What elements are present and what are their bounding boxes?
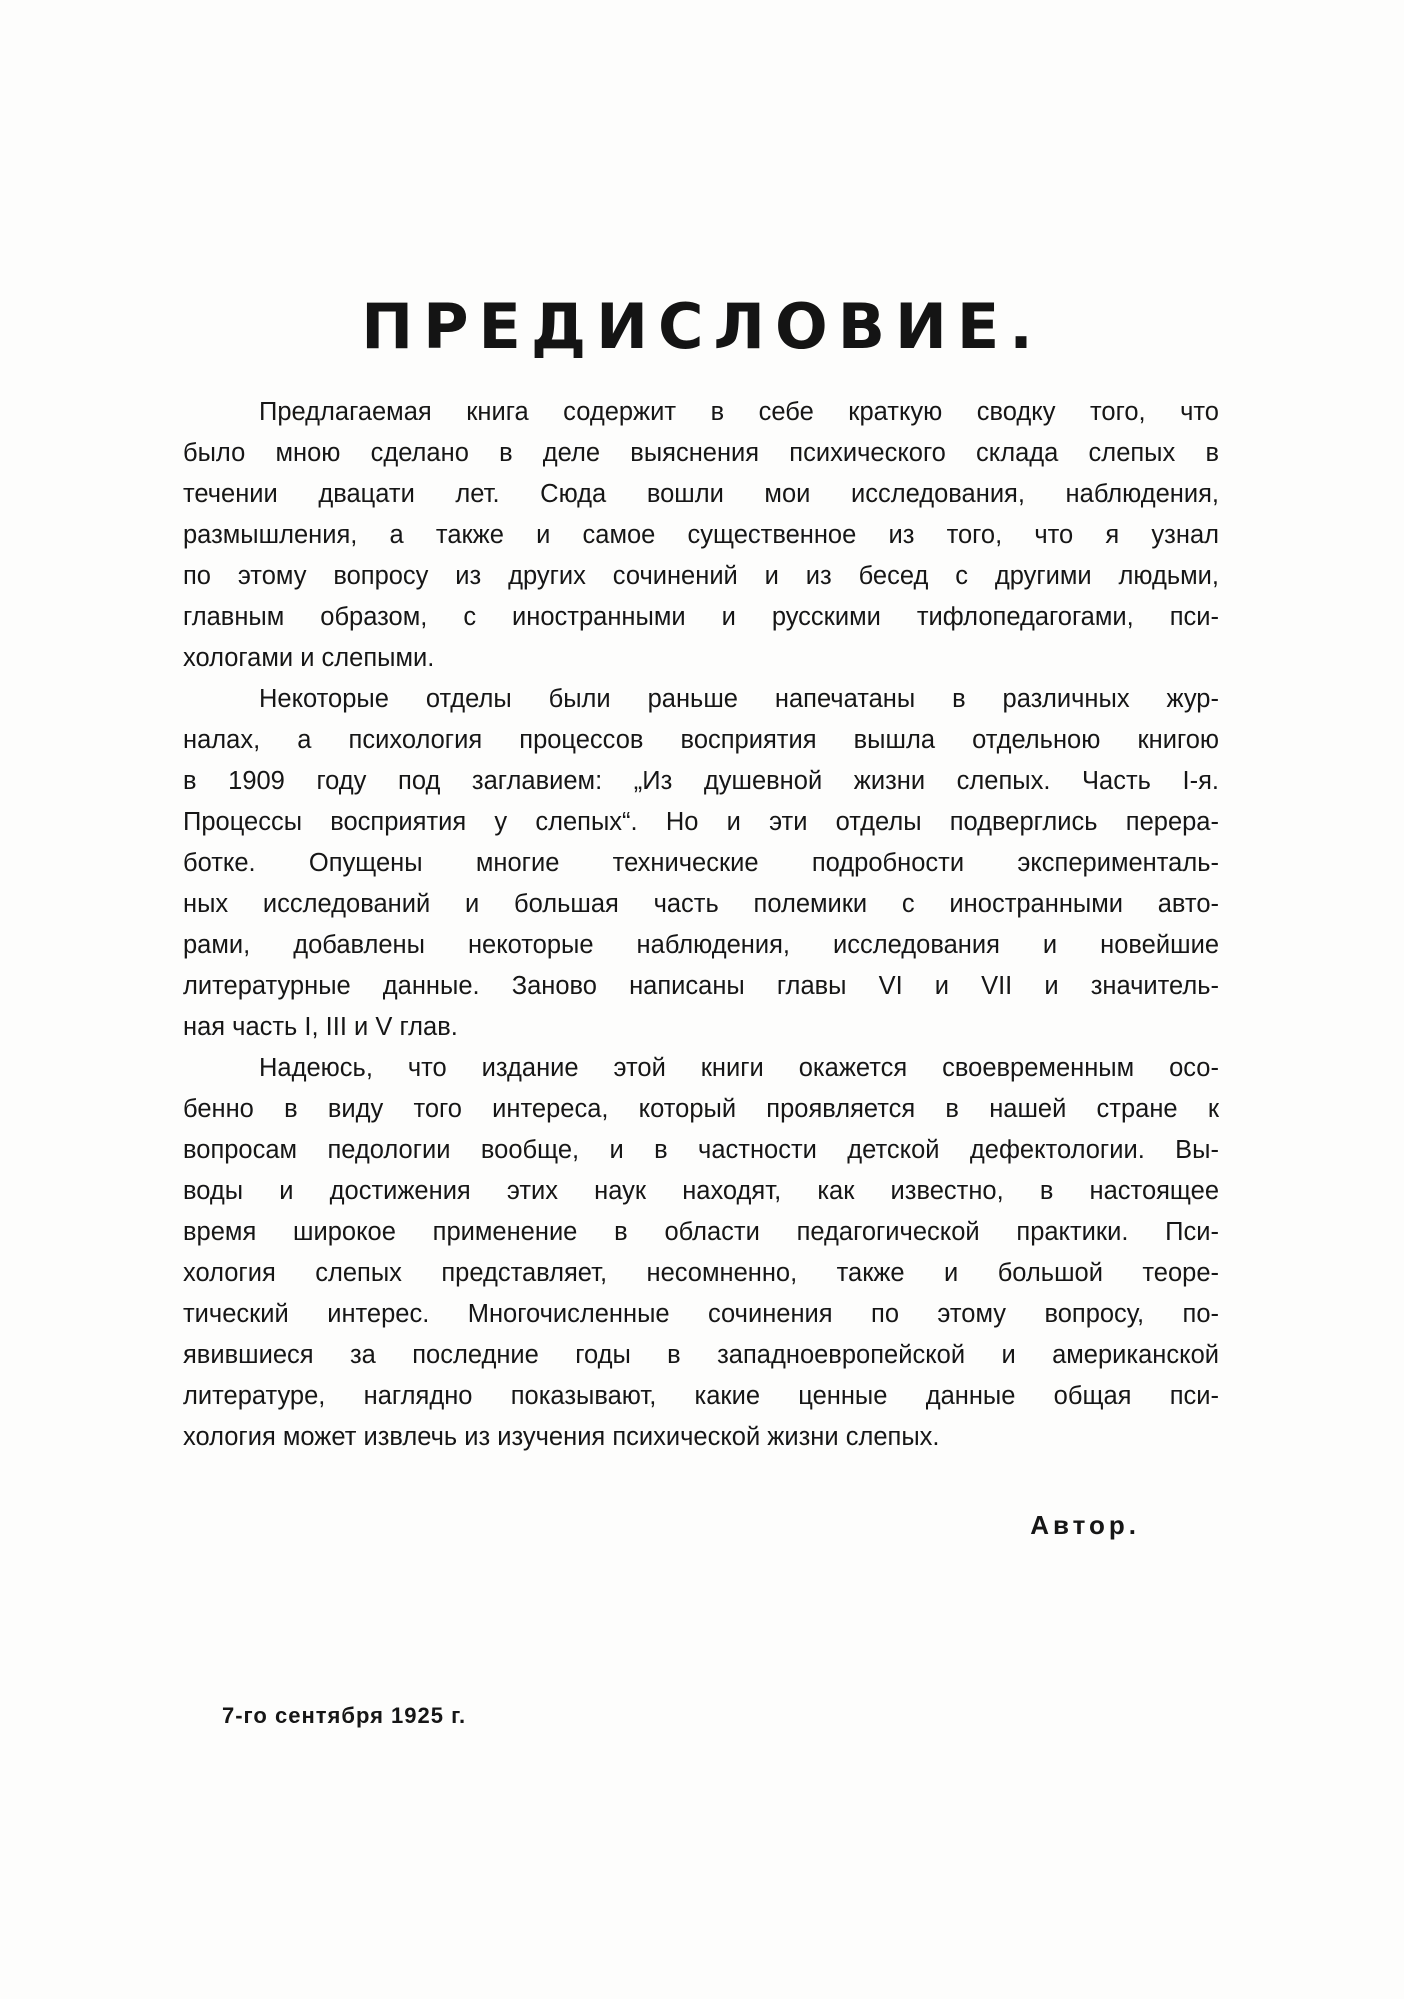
text-line: литературные данные. Заново написаны главы VI и VII и значитель- <box>183 972 1219 1000</box>
text-line: Надеюсь, что издание этой книги окажется своевременным осо- <box>259 1054 1219 1082</box>
text-line: хология может извлечь из изучения психической жизни слепых. <box>183 1423 940 1451</box>
text-line: Некоторые отделы были раньше напечатаны в различных жур- <box>259 685 1219 713</box>
text-line: время широкое применение в области педагогической практики. Пси- <box>183 1218 1219 1246</box>
page-title: ПРЕДИСЛОВИЕ. <box>361 290 1043 363</box>
text-line: тический интерес. Многочисленные сочинения по этому вопросу, по- <box>183 1300 1219 1328</box>
text-line: ная часть I, III и V глав. <box>183 1013 458 1041</box>
text-line: размышления, а также и самое существенное из того, что я узнал <box>183 521 1219 549</box>
text-line: литературе, наглядно показывают, какие ценные данные общая пси- <box>183 1382 1219 1410</box>
text-line: по этому вопросу из других сочинений и из бесед с другими людьми, <box>183 562 1219 590</box>
text-line: ных исследований и большая часть полемики с иностранными авто- <box>183 890 1219 918</box>
text-line: Процессы восприятия у слепых“. Но и эти отделы подверглись перера- <box>183 808 1219 836</box>
text-line: вопросам педологии вообще, и в частности детской дефектологии. Вы- <box>183 1136 1219 1164</box>
text-line: бенно в виду того интереса, который проявляется в нашей стране к <box>183 1095 1219 1123</box>
text-line: налах, а психология процессов восприятия вышла отдельною книгою <box>183 726 1219 754</box>
text-line: явившиеся за последние годы в западноевропейской и американской <box>183 1341 1219 1369</box>
text-line: рами, добавлены некоторые наблюдения, исследования и новейшие <box>183 931 1219 959</box>
text-line: главным образом, с иностранными и русскими тифлопедагогами, пси- <box>183 603 1219 631</box>
text-line: хология слепых представляет, несомненно, также и большой теоре- <box>183 1259 1219 1287</box>
author-signature: Автор. <box>1030 1510 1140 1540</box>
paragraph-3 <box>183 1048 1219 1458</box>
preface-body <box>183 392 1219 1458</box>
paragraph-2 <box>183 679 1219 1048</box>
text-line: течении двацати лет. Сюда вошли мои исследования, наблюдения, <box>183 480 1219 508</box>
text-line: в 1909 году под заглавием: „Из душевной жизни слепых. Часть I-я. <box>183 767 1219 795</box>
text-line: хологами и слепыми. <box>183 644 435 672</box>
text-line: Предлагаемая книга содержит в себе краткую сводку того, что <box>259 398 1219 426</box>
document-date: 7-го сентября 1925 г. <box>222 1703 467 1728</box>
text-line: было мною сделано в деле выяснения психического склада слепых в <box>183 439 1219 467</box>
text-line: ботке. Опущены многие технические подробности эксперименталь- <box>183 849 1219 877</box>
paragraph-1 <box>183 392 1219 679</box>
text-line: воды и достижения этих наук находят, как известно, в настоящее <box>183 1177 1219 1205</box>
